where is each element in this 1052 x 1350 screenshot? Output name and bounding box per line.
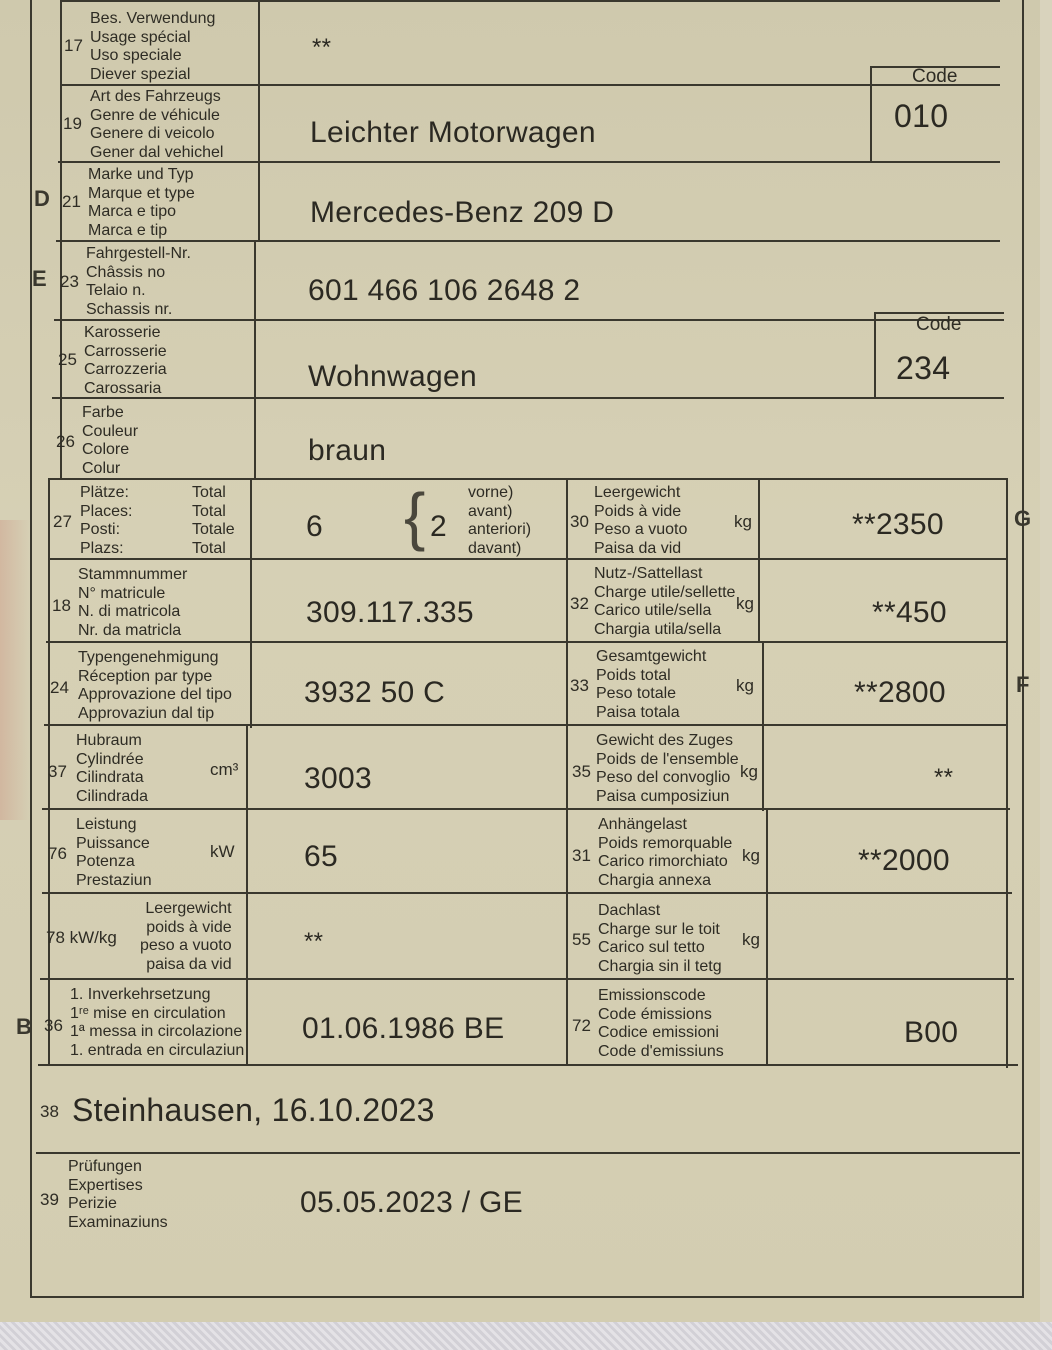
field-number-32: 32 (570, 594, 589, 613)
field-label-31: Anhängelast Poids remorquable Carico rimorchiato Chargia annexa (598, 816, 733, 889)
make-and-type-value: Mercedes-Benz 209 D (310, 196, 615, 229)
field-label-27-totals: Total Total Totale Total (192, 484, 235, 557)
field-number-23: 23 (60, 272, 79, 291)
field-number-18: 18 (52, 596, 71, 615)
total-weight-unit: kg (736, 676, 754, 695)
displacement-value: 3003 (304, 762, 372, 795)
field-label-23: Fahrgestell-Nr. Châssis no Telaio n. Schassis nr. (86, 245, 191, 318)
first-registration-value: 01.06.1986 BE (302, 1012, 505, 1045)
field-number-17: 17 (64, 36, 83, 55)
field-number-37: 37 (48, 762, 67, 781)
field-label-72: Emissionscode Code émissions Codice emissioni Code d'emissiuns (598, 987, 724, 1060)
field-label-39: Prüfungen Expertises Perizie Examinaziuns (68, 1158, 168, 1231)
field-number-24: 24 (50, 678, 69, 697)
side-mark-f: F (1016, 672, 1030, 697)
special-usage-value: ** (312, 34, 332, 61)
vehicle-type-value: Leichter Motorwagen (310, 116, 596, 149)
inspection-value: 05.05.2023 / GE (300, 1186, 523, 1219)
field-label-18: Stammnummer N° matricule N. di matricola Nr. da matricla (78, 566, 188, 639)
field-number-36: 36 (44, 1016, 63, 1035)
emission-code-value: B00 (904, 1016, 959, 1049)
displacement-unit: cm³ (210, 760, 239, 779)
field-number-31: 31 (572, 846, 591, 865)
field-label-35: Gewicht des Zuges Poids de l'ensemble Peso del convoglio Paisa cumposiziun (596, 732, 739, 805)
field-number-76: 76 (48, 844, 67, 863)
towing-load-unit: kg (742, 846, 760, 865)
body-type-value: Wohnwagen (308, 360, 477, 393)
place-and-date-value: Steinhausen, 16.10.2023 (72, 1092, 435, 1128)
side-mark-b: B (16, 1014, 32, 1039)
vehicle-type-code: 010 (894, 98, 949, 134)
field-number-21: 21 (62, 192, 81, 211)
seats-total-value: 6 (306, 510, 323, 543)
empty-weight-unit: kg (734, 512, 752, 531)
body-type-code-header: Code (916, 314, 962, 335)
field-label-37: Hubraum Cylindrée Cilindrata Cilindrada (76, 732, 149, 805)
field-label-32: Nutz-/Sattellast Charge utile/sellette Carico utile/sella Chargia utila/sella (594, 565, 736, 638)
body-type-code: 234 (896, 350, 951, 386)
field-label-24: Typengenehmigung Réception par type Approvazione del tipo Approvaziun dal tip (78, 649, 232, 722)
field-label-55: Dachlast Charge sur le toit Carico sul tetto Chargia sin il tetg (598, 902, 722, 975)
side-mark-g: G (1014, 506, 1032, 531)
field-number-30: 30 (570, 512, 589, 531)
field-label-17: Bes. Verwendung Usage spécial Uso speciale Diever spezial (90, 10, 216, 83)
empty-weight-value: **2350 (852, 508, 944, 541)
power-to-weight-title: 78 kW/kg (46, 928, 117, 947)
field-number-72: 72 (572, 1016, 591, 1035)
field-number-55: 55 (572, 930, 591, 949)
power-value: 65 (304, 840, 338, 873)
field-label-30: Leergewicht Poids à vide Peso a vuoto Paisa da vid (594, 484, 688, 557)
color-value: braun (308, 434, 387, 467)
field-label-27: Plätze: Places: Posti: Plazs: (80, 484, 133, 557)
side-mark-d: D (34, 186, 50, 211)
field-label-36: 1. Inverkehrsetzung 1ʳᵉ mise en circulation 1ª messa in circolazione 1. entrada en circulaziun (70, 986, 245, 1059)
field-number-19: 19 (63, 114, 82, 133)
field-label-21: Marke und Typ Marque et type Marca e tipo Marca e tip (88, 166, 195, 239)
power-unit: kW (210, 842, 235, 861)
type-approval-value: 3932 50 C (304, 676, 446, 709)
field-number-39: 39 (40, 1190, 59, 1209)
field-number-35: 35 (572, 762, 591, 781)
master-number-value: 309.117.335 (306, 596, 474, 629)
field-label-33: Gesamtgewicht Poids total Peso totale Paisa totala (596, 648, 707, 721)
train-weight-unit: kg (740, 762, 758, 781)
seats-brace: { (404, 480, 426, 552)
background-cloth (0, 1322, 1052, 1350)
field-number-33: 33 (570, 676, 589, 695)
seats-front-value: 2 (430, 510, 447, 543)
field-number-38: 38 (40, 1102, 59, 1121)
field-label-76: Leistung Puissance Potenza Prestaziun (76, 816, 152, 889)
payload-unit: kg (736, 594, 754, 613)
total-weight-value: **2800 (854, 676, 946, 709)
power-to-weight-value: ** (304, 928, 324, 955)
towing-load-value: **2000 (858, 844, 950, 877)
side-mark-e: E (32, 266, 47, 291)
field-label-19: Art des Fahrzeugs Genre de véhicule Genere di veicolo Gener dal vehichel (90, 88, 224, 161)
train-weight-value: ** (934, 764, 954, 791)
field-label-25: Karosserie Carrosserie Carrozzeria Carossaria (84, 324, 167, 397)
seats-front-labels: vorne) avant) anteriori) davant) (468, 484, 532, 557)
field-number-25: 25 (58, 350, 77, 369)
field-number-26: 26 (56, 432, 75, 451)
payload-value: **450 (872, 596, 947, 629)
roof-load-unit: kg (742, 930, 760, 949)
chassis-number-value: 601 466 106 2648 2 (308, 274, 581, 307)
red-stamp-mark (0, 520, 30, 820)
field-label-78: Leergewicht poids à vide peso a vuoto paisa da vid (140, 900, 232, 973)
vehicle-type-code-header: Code (912, 66, 958, 87)
field-label-26: Farbe Couleur Colore Colur (82, 404, 139, 477)
field-number-27: 27 (53, 512, 72, 531)
